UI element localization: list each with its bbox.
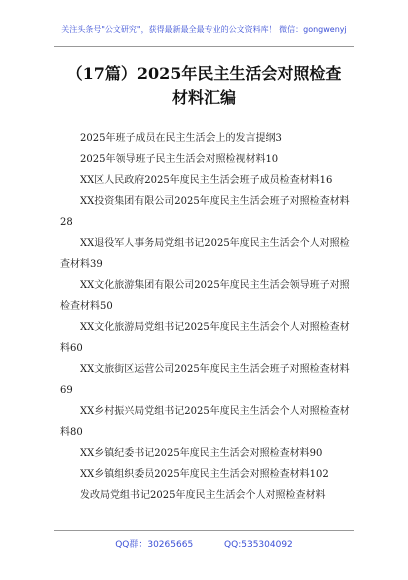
footer-qq: QQ:535304092 [224,540,293,550]
toc-item[interactable]: XX投资集团有限公司2025年度民主生活会班子对照检查材料28 [60,196,350,228]
toc-item[interactable]: XX文化旅游集团有限公司2025年度民主生活会领导班子对照检查材料50 [60,280,350,312]
toc-item[interactable]: 2025年领导班子民主生活会对照检视材料10 [80,154,279,165]
toc-item[interactable]: XX区人民政府2025年度民主生活会班子成员检查材料16 [80,175,333,186]
toc-item[interactable]: XX乡镇纪委书记2025年度民主生活会对照检查材料90 [80,448,323,459]
toc-item[interactable]: XX文化旅游局党组书记2025年度民主生活会个人对照检查材料60 [60,322,350,354]
toc-item[interactable]: XX乡村振兴局党组书记2025年度民主生活会个人对照检查材料80 [60,406,350,438]
footer-divider [54,530,354,531]
toc-item[interactable]: 2025年班子成员在民主生活会上的发言提纲3 [80,133,282,144]
footer-qq-group: QQ群：30265665 [115,540,194,550]
toc-item[interactable]: XX乡镇组织委员2025年度民主生活会对照检查材料102 [80,469,329,480]
document-title: （17篇）2025年民主生活会对照检查材料汇编 [66,64,342,107]
header-banner: 关注头条号"公文研究"，获得最新最全最专业的公文资料库！ 微信：gongwenyj [61,25,347,34]
table-of-contents [60,128,354,506]
toc-item[interactable]: XX文旅街区运营公司2025年度民主生活会班子对照检查材料69 [60,364,350,396]
toc-item[interactable]: 发改局党组书记2025年度民主生活会个人对照检查材料 [80,490,326,501]
footer [0,537,408,550]
toc-item[interactable]: XX退役军人事务局党组书记2025年度民主生活会个人对照检查材料39 [60,238,350,270]
header-divider [54,46,354,47]
